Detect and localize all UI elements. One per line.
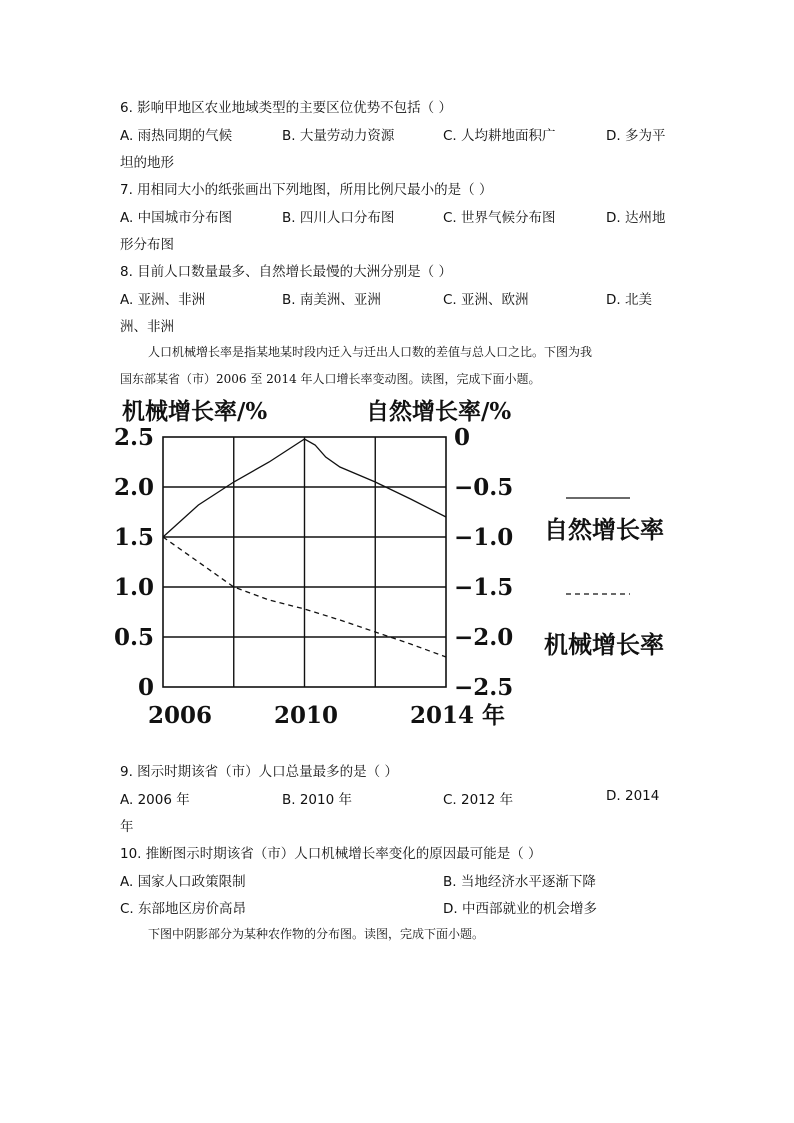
- question-10-stem: 10. 推断图示时期该省（市）人口机械增长率变化的原因最可能是（ ）: [120, 846, 542, 862]
- question-7-option-d: D. 达州地: [606, 210, 666, 226]
- question-8-option-a: A. 亚洲、非洲: [120, 292, 206, 308]
- right-axis-tick-label: −1.0: [454, 524, 514, 551]
- question-7-option-a: A. 中国城市分布图: [120, 210, 233, 226]
- question-10-option-c: C. 东部地区房价高昂: [120, 901, 247, 917]
- question-9-option-d: D. 2014: [606, 788, 660, 804]
- left-axis-tick-label: 1.5: [113, 524, 154, 551]
- legend-label: 机械增长率: [544, 630, 664, 659]
- chart-legend: [544, 498, 664, 659]
- right-axis-tick-label: −2.5: [454, 674, 514, 701]
- left-axis-tick-label: 1.0: [113, 574, 154, 601]
- right-axis-tick-label: −0.5: [454, 474, 514, 501]
- question-6-option-a: A. 雨热同期的气候: [120, 128, 233, 144]
- chart-intro-line-2: 国东部某省（市）2006 至 2014 年人口增长率变动图。读图，完成下面小题。: [120, 372, 541, 386]
- chart-intro-line-1: 人口机械增长率是指某地某时段内迁入与迁出人口数的差值与总人口之比。下图为我: [148, 345, 593, 359]
- question-10-option-b: B. 当地经济水平逐渐下降: [443, 874, 596, 890]
- question-9-option-c: C. 2012 年: [443, 792, 514, 808]
- question-9-option-a: A. 2006 年: [120, 792, 190, 808]
- question-10-option-a: A. 国家人口政策限制: [120, 874, 246, 890]
- question-7-option-c: C. 世界气候分布图: [443, 210, 556, 226]
- chart-grid: [163, 437, 446, 687]
- population-growth-chart: [0, 390, 794, 735]
- question-8-option-c: C. 亚洲、欧洲: [443, 292, 529, 308]
- question-7-option-b: B. 四川人口分布图: [282, 210, 395, 226]
- next-section-intro: 下图中阴影部分为某种农作物的分布图。读图，完成下面小题。: [148, 927, 485, 941]
- left-axis-tick-label: 0.5: [113, 624, 154, 651]
- left-axis-tick-label: 0: [137, 674, 154, 701]
- question-8-option-b: B. 南美洲、亚洲: [282, 292, 381, 308]
- x-axis-tick-label: 2006: [148, 702, 213, 729]
- left-axis-title: 机械增长率/%: [122, 398, 268, 425]
- x-axis-tick-label: 2014 年: [410, 702, 506, 729]
- left-axis-tick-label: 2.0: [113, 474, 154, 501]
- question-7-option-d-continued: 形分布图: [120, 237, 174, 253]
- right-axis-tick-label: 0: [454, 424, 471, 451]
- x-axis-tick-label: 2010: [273, 702, 339, 729]
- question-9-option-d-continued: 年: [120, 819, 134, 835]
- legend-label: 自然增长率: [544, 515, 664, 544]
- chart-ticks: [114, 424, 513, 729]
- right-axis-title: 自然增长率/%: [366, 398, 512, 425]
- question-9-option-b: B. 2010 年: [282, 792, 352, 808]
- right-axis-tick-label: −2.0: [454, 624, 514, 651]
- question-9-stem: 9. 图示时期该省（市）人口总量最多的是（ ）: [120, 764, 398, 780]
- question-10-option-d: D. 中西部就业的机会增多: [443, 901, 597, 917]
- question-6-option-d: D. 多为平: [606, 128, 666, 144]
- question-8-option-d-continued: 洲、非洲: [120, 319, 174, 335]
- question-6-option-c: C. 人均耕地面积广: [443, 128, 556, 144]
- question-8-option-d: D. 北美: [606, 292, 652, 308]
- question-8-stem: 8. 目前人口数量最多、自然增长最慢的大洲分别是（ ）: [120, 264, 452, 280]
- question-6-option-b: B. 大量劳动力资源: [282, 128, 395, 144]
- question-7-stem: 7. 用相同大小的纸张画出下列地图，所用比例尺最小的是（ ）: [120, 182, 493, 198]
- question-6-option-d-continued: 坦的地形: [120, 155, 174, 171]
- question-6-stem: 6. 影响甲地区农业地域类型的主要区位优势不包括（ ）: [120, 100, 452, 116]
- right-axis-tick-label: −1.5: [454, 574, 514, 601]
- left-axis-tick-label: 2.5: [113, 424, 154, 451]
